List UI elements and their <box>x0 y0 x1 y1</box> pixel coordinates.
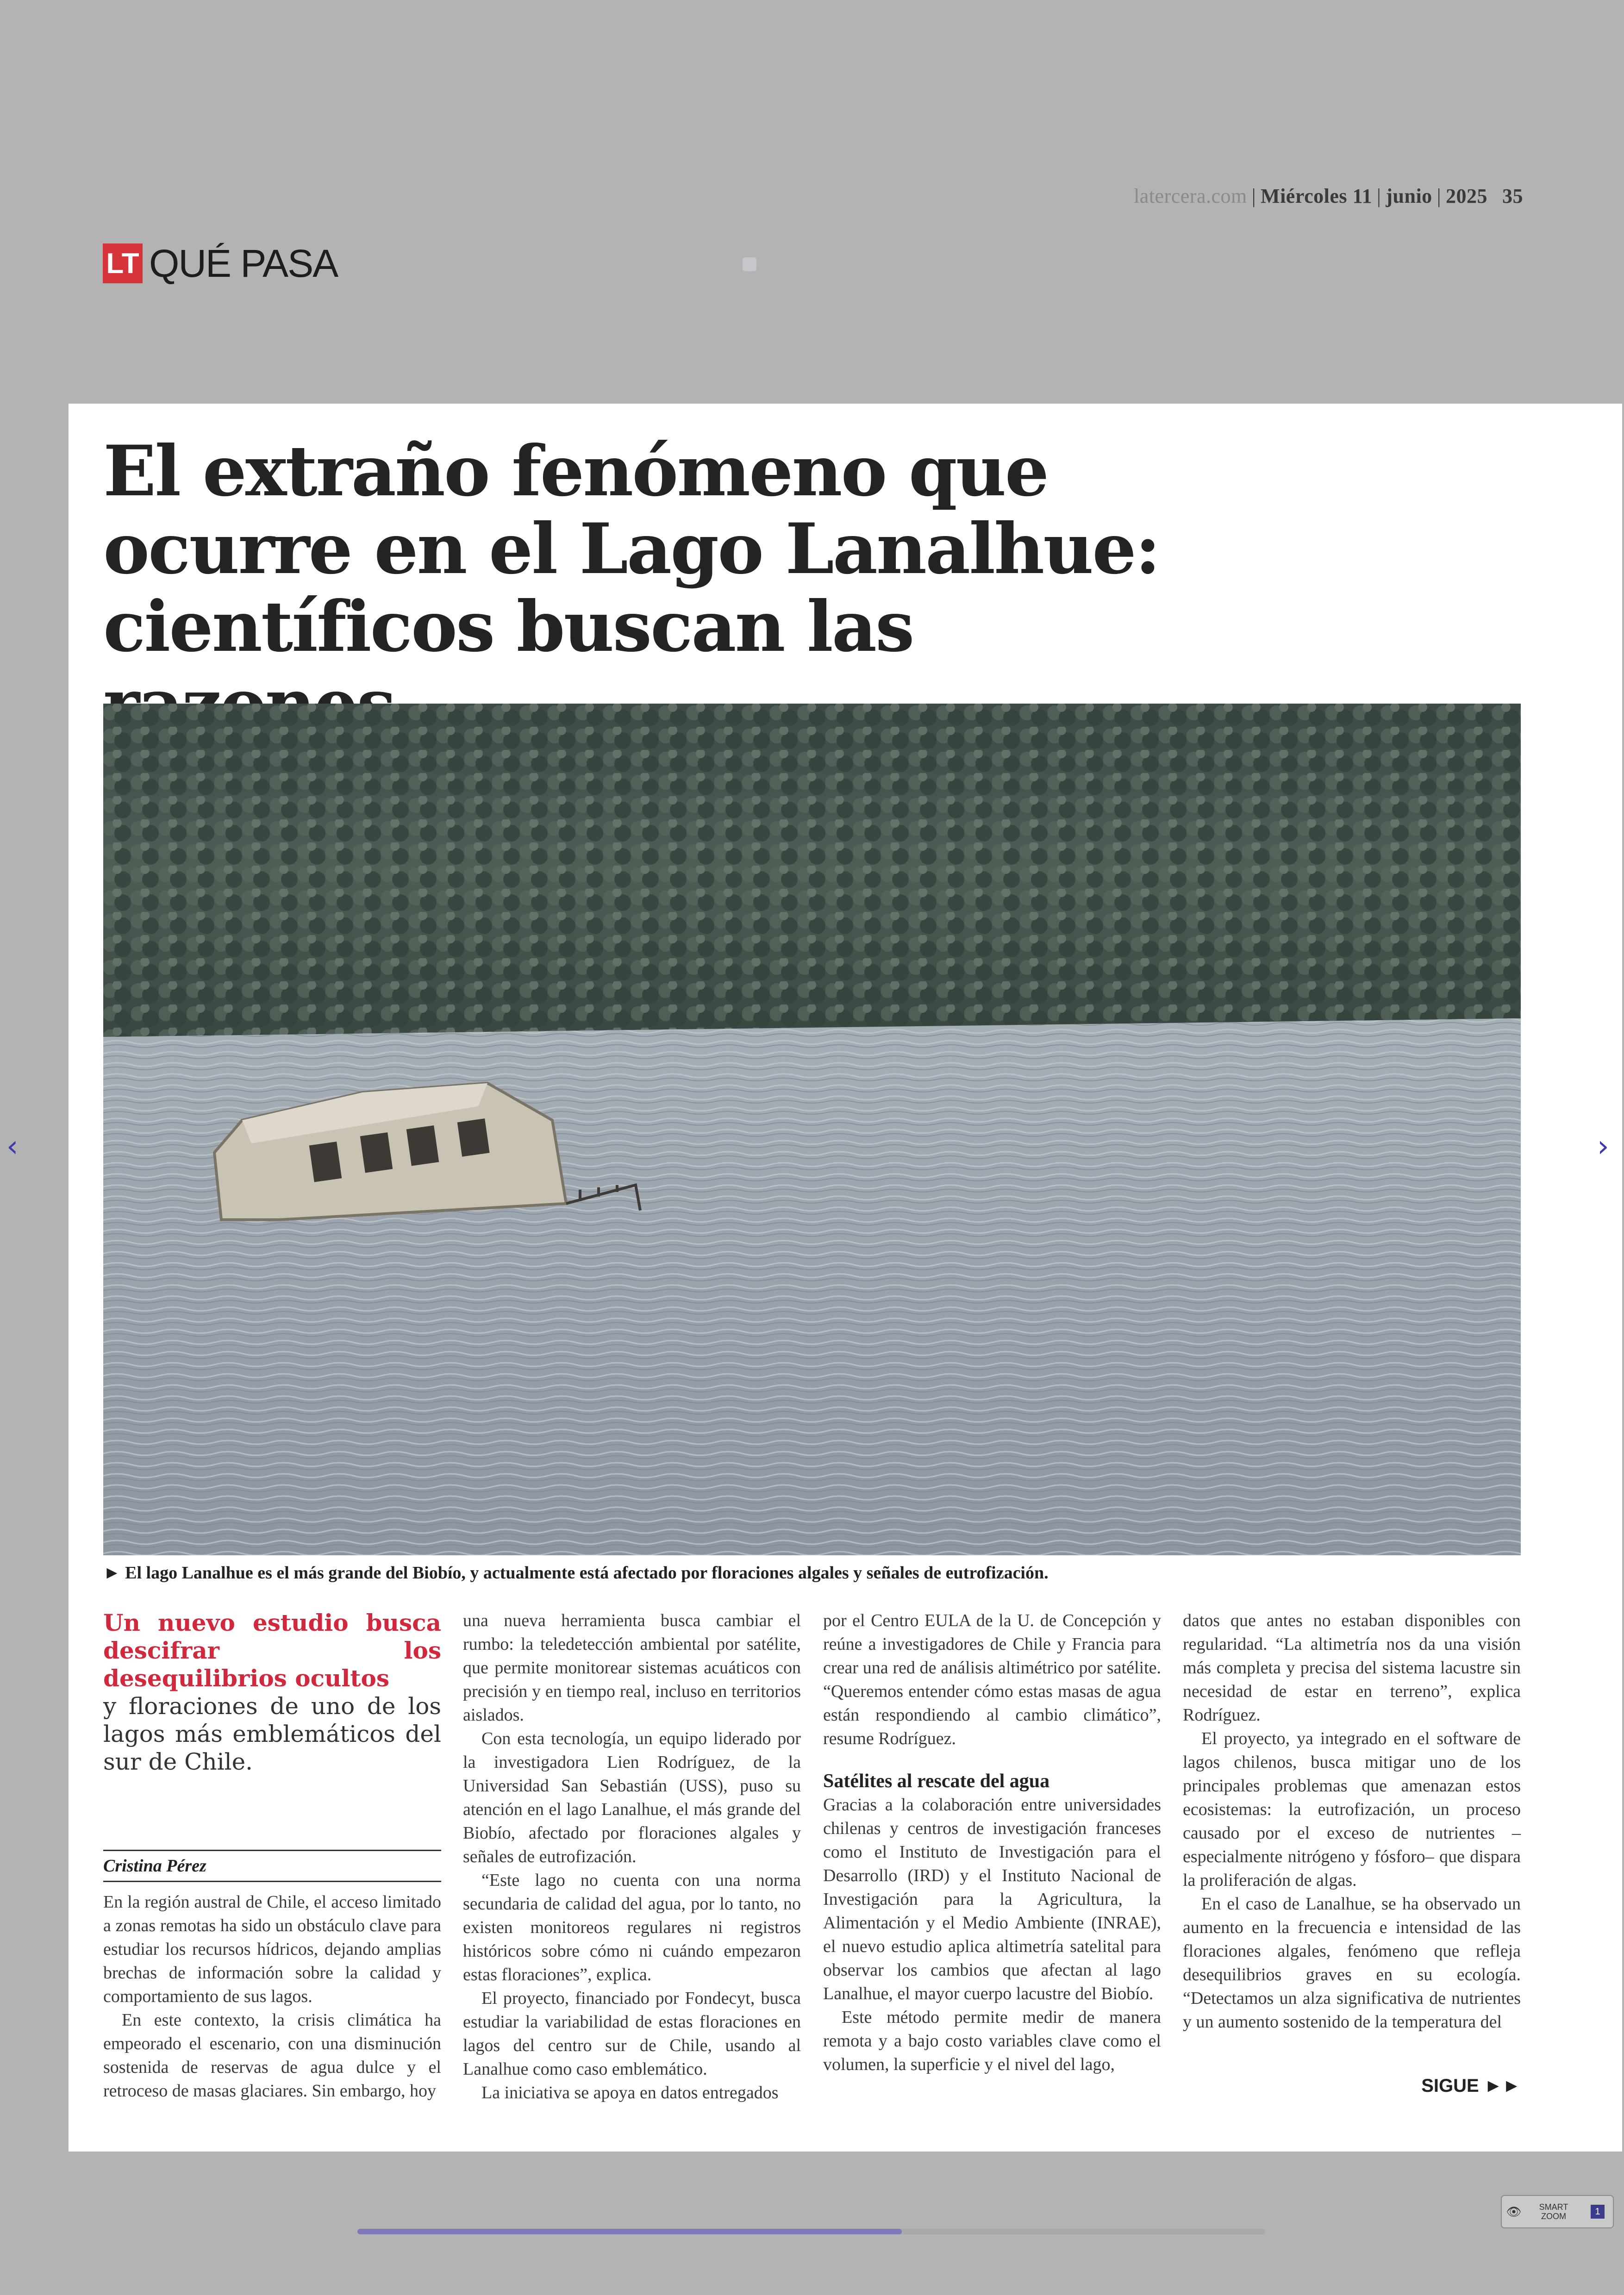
photo-caption: ► El lago Lanalhue es el más grande del Biobío, y actualmente está afectado por floraciones algales y señales de eutrofización. <box>103 1563 1049 1583</box>
article-photo <box>103 704 1521 1555</box>
smart-zoom-count: 1 <box>1591 2205 1605 2219</box>
paragraph: La iniciativa se apoya en datos entregados <box>481 2083 779 2102</box>
eye-icon: 👁 <box>1506 2204 1522 2219</box>
smart-zoom-label: SMART ZOOM <box>1539 2202 1568 2221</box>
date-month: junio <box>1386 185 1432 207</box>
dateline-separator: | <box>1377 185 1381 207</box>
previous-page-icon[interactable]: ‹ <box>6 1129 19 1164</box>
paragraph: En el caso de Lanalhue, se ha observado un aumento en la frecuencia e intensidad de las floraciones algales, fenómeno que refleja desequilibrios graves en su ecología. “Detectamos un alza significativa de nutrientes y un aumento sostenido de la temperatura del <box>1183 1894 1521 2032</box>
site-name: latercera.com <box>1134 185 1247 207</box>
date-day: Miércoles 11 <box>1261 185 1373 207</box>
newspaper-page <box>69 404 1622 2152</box>
section-brand <box>103 243 337 284</box>
paragraph: Gracias a la colaboración entre universidades chilenas y centros de investigación franceses como el Instituto de Investigación para el Desarrollo (IRD) y el Instituto Nacional de Investigación para la Agricultura, la Alimentación y el Medio Ambiente (INRAE), el nuevo estudio aplica altimetría satelital para observar los cambios que afectan al lago Lanalhue, el mayor cuerpo lacustre del Biobío. <box>823 1795 1161 2003</box>
page-marker-icon <box>743 257 756 271</box>
paragraph: “Este lago no cuenta con una norma secundaria de calidad del agua, por lo tanto, no existen monitoreos regulares ni registros históricos sobre cómo ni cuándo empezaron estas floraciones”, explica. <box>463 1871 801 1984</box>
reading-progress-fill <box>357 2229 902 2234</box>
dateline-separator: | <box>1437 185 1441 207</box>
article-column-1 <box>103 1609 441 1776</box>
paragraph: por el Centro EULA de la U. de Concepción y reúne a investigadores de Chile y Francia para crear una red de análisis altimétrico por satélite. “Queremos entender cómo estas masas de agua están respondiendo al cambio climático”, resume Rodríguez. <box>823 1611 1161 1748</box>
author-byline: Cristina Pérez <box>103 1850 441 1882</box>
paragraph: Con esta tecnología, un equipo liderado por la investigadora Lien Rodríguez, de la Universidad San Sebastián (USS), puso su atención en el lago Lanalhue, el más grande del Biobío, afectado por floraciones algales y señales de eutrofización. <box>463 1729 801 1866</box>
article-column-2 <box>463 1609 801 2105</box>
lead-highlight: Un nuevo estudio busca descifrar los desequilibrios ocultos <box>103 1609 441 1692</box>
paragraph: Este método permite medir de manera remota y a bajo costo variables clave como el volumen, la superficie y el nivel del lago, <box>823 2008 1161 2074</box>
dateline-separator: | <box>1251 185 1256 207</box>
paragraph: El proyecto, financiado por Fondecyt, busca estudiar la variabilidad de estas floraciones en lagos del centro sur de Chile, usando al Lanalhue como caso emblemático. <box>463 1989 801 2079</box>
article-headline: El extraño fenómeno que ocurre en el Lago Lanalhue: científicos buscan las <box>103 430 1160 667</box>
continue-link[interactable]: SIGUE ►► <box>1421 2076 1521 2096</box>
next-page-icon[interactable]: › <box>1597 1129 1609 1164</box>
paragraph: El proyecto, ya integrado en el software de lagos chilenos, busca mitigar uno de los principales problemas que amenazan estos ecosistemas: la eutrofización, un proceso causado por el exceso de nutrientes –especialmente nitrógeno y fósforo– que dispara la proliferación de algas. <box>1183 1729 1521 1890</box>
smart-zoom-button[interactable] <box>1501 2195 1614 2228</box>
paragraph: En la región austral de Chile, el acceso limitado a zonas remotas ha sido un obstáculo clave para estudiar los recursos hídricos, dejando amplias brechas de información sobre la calidad y comportamiento de sus lagos. <box>103 1892 441 2006</box>
dateline <box>1065 184 1523 208</box>
section-name: QUÉ PASA <box>149 241 338 285</box>
reading-progress-bar[interactable] <box>357 2229 1265 2234</box>
date-year: 2025 <box>1446 185 1487 207</box>
article-column-3 <box>823 1609 1161 2077</box>
lead-text: y floraciones de uno de los lagos más emblemáticos del sur de Chile. <box>103 1693 441 1775</box>
page-number: 35 <box>1502 185 1523 207</box>
section-subhead: Satélites al rescate del agua <box>823 1771 1050 1792</box>
article-column-4 <box>1183 1609 1521 2034</box>
paragraph: En este contexto, la crisis climática ha empeorado el escenario, con una disminución sostenida de reservas de agua dulce y el retroceso de masas glaciares. Sin embargo, hoy <box>103 2010 441 2101</box>
paragraph: una nueva herramienta busca cambiar el rumbo: la teledetección ambiental por satélite, que permite monitorear sistemas acuáticos con precisión y en tiempo real, incluso en territorios aislados. <box>463 1611 801 1725</box>
article-column-1-body <box>103 1890 441 2103</box>
paragraph: datos que antes no estaban disponibles con regularidad. “La altimetría nos da una visión más completa y precisa del sistema lacustre sin necesidad de estar en terreno”, explica Rodríguez. <box>1183 1611 1521 1725</box>
brand-logo: LT <box>103 243 143 283</box>
